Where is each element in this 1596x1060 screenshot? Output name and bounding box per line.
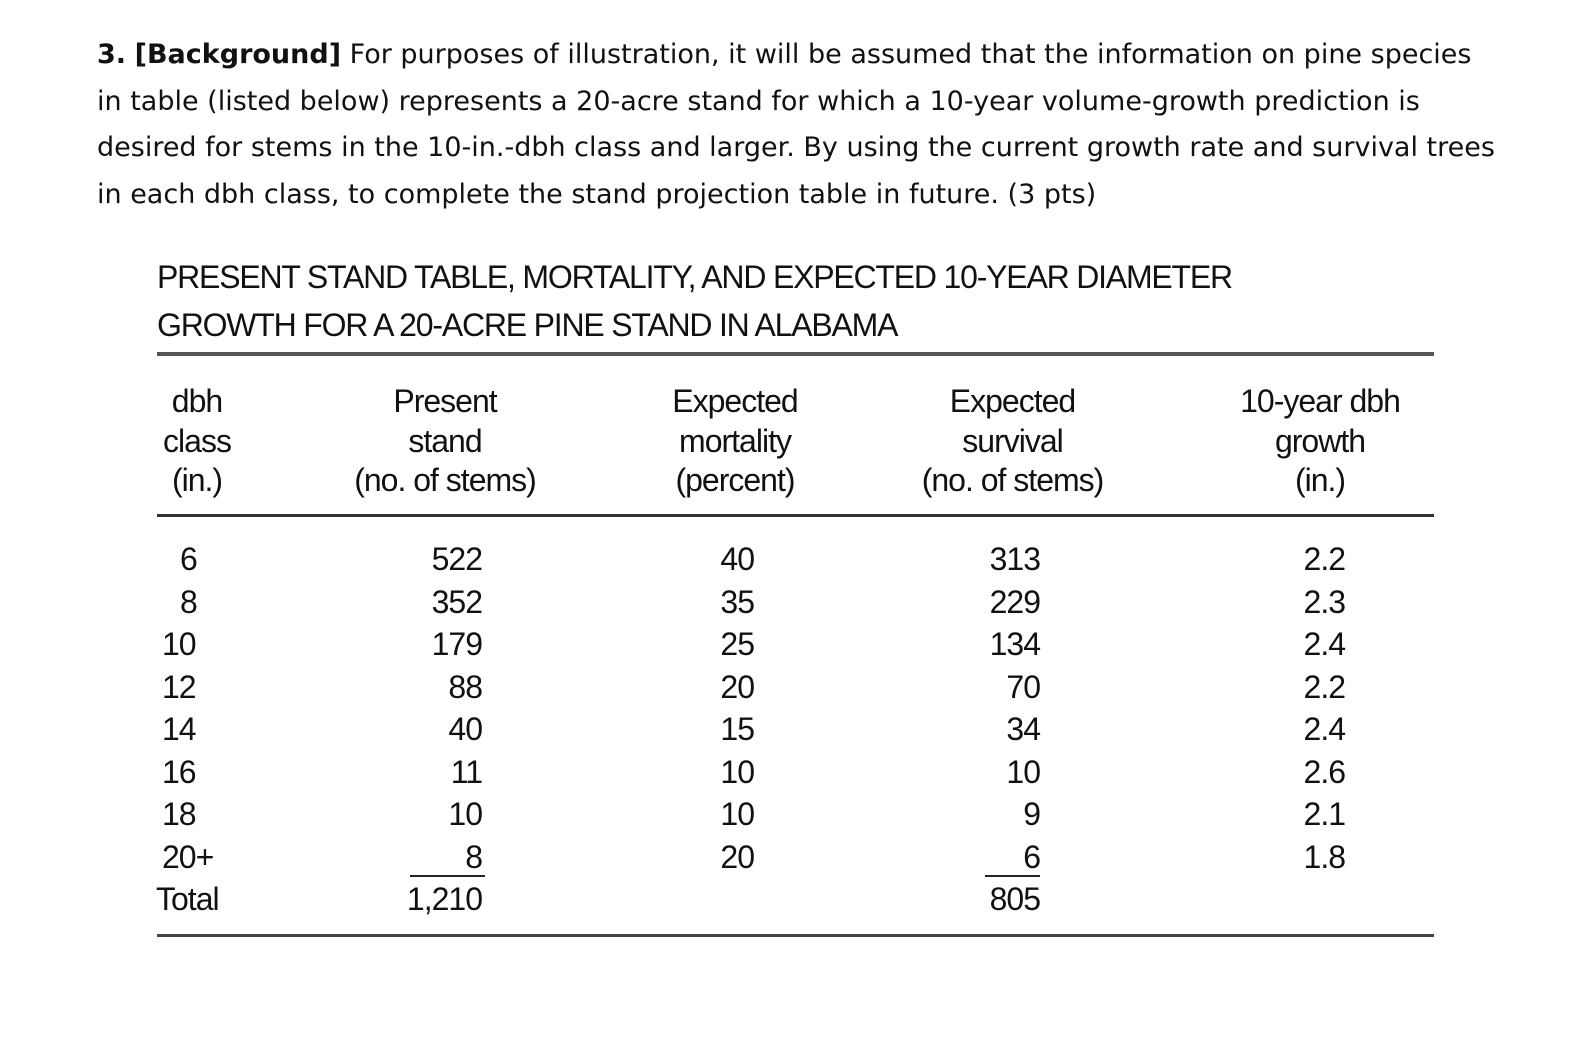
- header-expected-mortality: [640, 382, 830, 501]
- table-cell: 10: [162, 626, 196, 662]
- table-cell: 40: [448, 711, 482, 747]
- table-cell: 12: [162, 668, 196, 705]
- header-line: survival: [962, 422, 1063, 459]
- header-line: growth: [1274, 422, 1366, 459]
- table-bottom-rule: [157, 934, 1434, 937]
- table-cell: 2.2: [1303, 541, 1345, 577]
- table-cell: 20: [720, 838, 754, 875]
- header-line: (no. of stems): [921, 462, 1104, 498]
- table-cell: 70: [1006, 668, 1040, 705]
- header-line: (in.): [171, 462, 223, 498]
- table-cell: 40: [720, 541, 754, 577]
- header-line: class: [163, 422, 231, 459]
- header-line: 10-year dbh: [1240, 383, 1400, 419]
- table-title-line-1: PRESENT STAND TABLE, MORTALITY, AND EXPECTED 10-YEAR DIAMETER: [157, 259, 1232, 295]
- table-cell: 8: [180, 583, 197, 620]
- table-cell: 34: [1006, 711, 1040, 747]
- table-cell: 35: [720, 583, 754, 620]
- header-line: Present: [393, 383, 497, 419]
- table-cell: 179: [431, 626, 482, 662]
- table-top-rule: [157, 352, 1434, 356]
- header-line: (no. of stems): [354, 462, 536, 498]
- header-dbh-growth: [1215, 382, 1425, 501]
- table-cell: 14: [162, 711, 196, 747]
- table-cell: 25: [720, 626, 754, 662]
- table-cell: 8: [465, 838, 482, 875]
- table-title: [157, 253, 1437, 349]
- table-cell: 16: [162, 753, 196, 790]
- header-line: Expected: [672, 383, 798, 419]
- table-cell: 10: [720, 796, 754, 832]
- table-cell: 522: [431, 541, 482, 577]
- header-line: Expected: [949, 383, 1076, 419]
- header-line: (in.): [1294, 462, 1346, 498]
- column-dbh-growth: [1285, 538, 1345, 878]
- table-cell: 18: [162, 796, 196, 832]
- header-dbh-class: [157, 382, 237, 501]
- table-cell: 2.6: [1303, 753, 1345, 790]
- table-cell: 1.8: [1303, 838, 1345, 875]
- table-cell: 2.2: [1303, 668, 1345, 705]
- table-cell: 20+: [162, 838, 214, 875]
- question-number: 3.: [97, 39, 127, 70]
- table-cell-total: 805: [989, 881, 1040, 917]
- table-cell: 15: [720, 711, 754, 747]
- column-present-stand: [380, 538, 482, 921]
- table-header-rule: [157, 514, 1434, 517]
- table-cell: 10: [720, 753, 754, 790]
- table-cell: 10: [1006, 753, 1040, 790]
- column-expected-survival: [960, 538, 1040, 921]
- header-present-stand: [330, 382, 560, 501]
- column-expected-mortality: [690, 538, 754, 878]
- table-cell: 9: [1023, 796, 1040, 832]
- table-cell: 88: [448, 668, 482, 705]
- table-cell-total-label: Total: [156, 881, 219, 917]
- table-title-line-2: GROWTH FOR A 20-ACRE PINE STAND IN ALABAMA: [157, 307, 898, 343]
- header-line: dbh: [171, 383, 223, 419]
- table-cell: 2.4: [1303, 626, 1345, 662]
- column-dbh-class: [156, 538, 262, 921]
- table-cell: 2.4: [1303, 711, 1345, 747]
- question-paragraph: [97, 32, 1497, 218]
- question-tag: [Background]: [134, 39, 342, 70]
- header-line: stand: [408, 422, 482, 459]
- table-cell: 352: [431, 583, 482, 620]
- table-cell: 2.1: [1303, 796, 1345, 832]
- expected-survival-sum-rule: [985, 875, 1040, 877]
- table-cell: 20: [720, 668, 754, 705]
- table-cell-total: 1,210: [406, 881, 482, 917]
- table-cell: 229: [989, 583, 1040, 620]
- table-cell: 6: [180, 541, 197, 577]
- present-stand-sum-rule: [410, 875, 485, 877]
- table-cell: 313: [989, 541, 1040, 577]
- table-cell: 2.3: [1303, 583, 1345, 620]
- header-line: mortality: [679, 422, 791, 459]
- table-cell: 11: [450, 753, 482, 790]
- question-text: For purposes of illustration, it will be assumed that the information on pine species in table (listed below) represents a 20-acre stand for which a 10-year volume-growth prediction is desired for stems in the 10-in.-dbh class and larger. By using the current growth rate and survival trees in each dbh class, to complete the stand projection table in future. (3 pts): [97, 39, 1495, 210]
- header-line: (percent): [675, 462, 795, 498]
- table-cell: 134: [989, 626, 1040, 662]
- table-cell: 10: [448, 796, 482, 832]
- table-cell: 6: [1023, 838, 1040, 875]
- header-expected-survival: [895, 382, 1130, 501]
